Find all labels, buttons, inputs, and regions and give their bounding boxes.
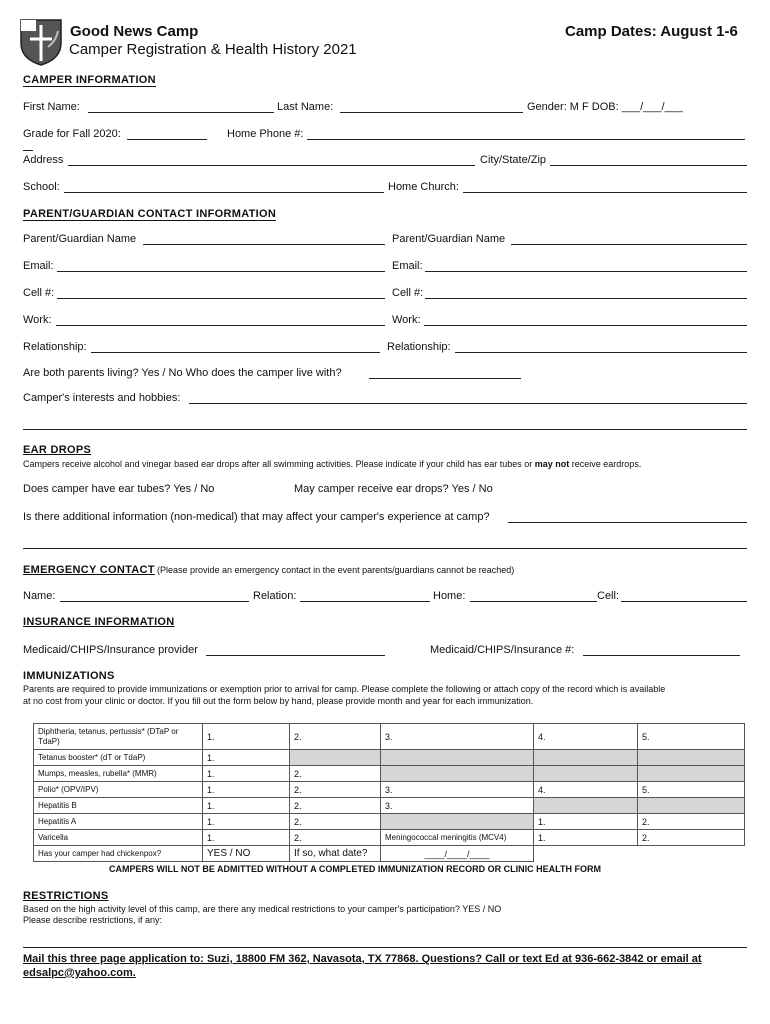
disabled-cell [290, 750, 381, 766]
table-row [34, 766, 745, 782]
parent1-name-field[interactable] [143, 244, 385, 245]
emergency-name-label: Name: [23, 590, 56, 602]
parent1-cell-label: Cell #: [23, 287, 55, 299]
parent2-email-label: Email: [392, 260, 423, 272]
parent2-work-label: Work: [392, 314, 421, 326]
disabled-cell [534, 766, 638, 782]
last-name-field[interactable] [340, 112, 523, 113]
emergency-relation-field[interactable] [300, 601, 430, 602]
disabled-cell [534, 798, 638, 814]
dose-cell[interactable]: 1. [203, 814, 290, 830]
home-phone-field[interactable] [307, 139, 745, 140]
school-field[interactable] [64, 192, 384, 193]
school-label: School: [23, 181, 60, 193]
restrictions-describe-label: Please describe restrictions, if any: [23, 915, 163, 925]
chickenpox-date-field[interactable]: ____/____/____ [381, 846, 534, 862]
first-name-field[interactable] [88, 112, 274, 113]
city-state-zip-field[interactable] [550, 165, 747, 166]
dose-cell[interactable]: 2. [290, 766, 381, 782]
gender-dob-label[interactable]: Gender: M F DOB: ___/___/___ [527, 101, 683, 113]
immunizations-note-line2: at no cost from your clinic or doctor. If you fill out the form below by hand, please provide month and year for each immunization. [23, 696, 534, 706]
parent1-name-label: Parent/Guardian Name [23, 233, 137, 245]
camp-dates: Camp Dates: August 1-6 [565, 23, 738, 40]
camp-name: Good News Camp [70, 23, 199, 40]
table-row [34, 782, 745, 798]
dose-cell[interactable]: 1. [203, 782, 290, 798]
interests-field-line2[interactable] [23, 429, 747, 430]
parent2-work-field[interactable] [424, 325, 747, 326]
parent2-name-label: Parent/Guardian Name [392, 233, 506, 245]
dose-cell[interactable]: 5. [638, 782, 745, 798]
disabled-cell [534, 750, 638, 766]
city-state-zip-label: City/State/Zip [480, 154, 547, 166]
vaccine-label: Meningococcal meningitis (MCV4) [381, 830, 534, 846]
vaccine-label: Mumps, measles, rubella* (MMR) [34, 766, 203, 782]
dose-cell[interactable]: 1. [203, 750, 290, 766]
emergency-cell-label: Cell: [597, 590, 620, 602]
insurance-heading: INSURANCE INFORMATION [23, 616, 175, 628]
dose-cell[interactable]: 4. [534, 724, 638, 750]
parent2-cell-label: Cell #: [392, 287, 424, 299]
table-row [34, 814, 745, 830]
ear-drops-note: Campers receive alcohol and vinegar based ear drops after all swimming activities. Please indicate if your child has ear tubes or may not receive eardrops. [23, 459, 642, 469]
immunizations-heading: IMMUNIZATIONS [23, 670, 115, 682]
table-row [34, 846, 745, 862]
disabled-cell [381, 750, 534, 766]
vaccine-label: Diphtheria, tetanus, pertussis* (DTaP or TdaP) [34, 724, 203, 750]
parent2-relationship-label: Relationship: [387, 341, 451, 353]
table-row [34, 830, 745, 846]
vaccine-label: Hepatitis B [34, 798, 203, 814]
ear-drops-question[interactable]: May camper receive ear drops? Yes / No [294, 483, 493, 495]
disabled-cell [381, 814, 534, 830]
lives-with-field[interactable] [369, 378, 521, 379]
dose-cell[interactable]: 2. [290, 798, 381, 814]
first-name-label: First Name: [23, 101, 80, 113]
table-row [34, 724, 745, 750]
parent1-relationship-field[interactable] [91, 352, 380, 353]
vaccine-label: Polio* (OPV/IPV) [34, 782, 203, 798]
parent2-email-field[interactable] [425, 271, 747, 272]
last-name-label: Last Name: [277, 101, 334, 113]
dose-cell[interactable]: 3. [381, 724, 534, 750]
dose-cell[interactable]: 1. [203, 766, 290, 782]
insurance-provider-label: Medicaid/CHIPS/Insurance provider [23, 644, 198, 656]
ear-drops-heading: EAR DROPS [23, 444, 92, 456]
dose-cell[interactable]: 4. [534, 782, 638, 798]
dose-cell[interactable]: 3. [381, 798, 534, 814]
parent-info-heading: PARENT/GUARDIAN CONTACT INFORMATION [23, 208, 277, 220]
interests-field[interactable] [189, 403, 747, 404]
restrictions-field-line[interactable] [23, 947, 747, 948]
parent1-work-label: Work: [23, 314, 52, 326]
camp-logo-shield-icon [18, 17, 64, 67]
home-church-label: Home Church: [388, 181, 459, 193]
empty-cell [534, 846, 638, 862]
dose-cell[interactable]: 2. [638, 830, 745, 846]
home-church-field[interactable] [463, 192, 747, 193]
ear-tubes-question[interactable]: Does camper have ear tubes? Yes / No [23, 483, 215, 495]
emergency-home-label: Home: [433, 590, 466, 602]
contact-email-link[interactable]: edsalpc@yahoo.com. [23, 967, 136, 979]
dose-cell[interactable]: 1. [203, 798, 290, 814]
parent1-cell-field[interactable] [57, 298, 385, 299]
disabled-cell [638, 766, 745, 782]
grade-label: Grade for Fall 2020: [23, 128, 121, 140]
parent1-email-label: Email: [23, 260, 54, 272]
vaccine-label: Tetanus booster* (dT or TdaP) [34, 750, 203, 766]
parent1-relationship-label: Relationship: [23, 341, 87, 353]
interests-label: Camper's interests and hobbies: [23, 392, 181, 404]
dose-cell[interactable]: 2. [638, 814, 745, 830]
dose-cell[interactable]: 2. [290, 782, 381, 798]
form-title: Camper Registration & Health History 2021 [69, 41, 357, 58]
address-label: Address [23, 154, 64, 166]
parents-living-question[interactable]: Are both parents living? Yes / No Who does the camper live with? [23, 367, 342, 379]
mail-instructions: Mail this three page application to: Suzi, 18800 FM 362, Navasota, TX 77868. Questions? Call or text Ed at 936-662-3842 or email at [23, 953, 702, 965]
parent2-relationship-field[interactable] [455, 352, 747, 353]
dose-cell[interactable]: 3. [381, 782, 534, 798]
parent2-name-field[interactable] [511, 244, 747, 245]
emergency-cell-field[interactable] [621, 601, 747, 602]
address-stub-line [23, 150, 33, 151]
table-row [34, 750, 745, 766]
table-row [34, 798, 745, 814]
emergency-heading: EMERGENCY CONTACT [23, 564, 155, 576]
immunization-warning: CAMPERS WILL NOT BE ADMITTED WITHOUT A COMPLETED IMMUNIZATION RECORD OR CLINIC HEALTH FORM [109, 864, 601, 874]
chickenpox-question: Has your camper had chickenpox? [34, 846, 203, 862]
address-field[interactable] [68, 165, 475, 166]
dose-cell[interactable]: 1. [203, 724, 290, 750]
empty-cell [638, 846, 745, 862]
dose-cell[interactable]: 1. [534, 814, 638, 830]
emergency-relation-label: Relation: [253, 590, 297, 602]
parent1-work-field[interactable] [56, 325, 385, 326]
dose-cell[interactable]: 5. [638, 724, 745, 750]
vaccine-label: Varicella [34, 830, 203, 846]
chickenpox-date-label: If so, what date? [290, 846, 381, 862]
restrictions-heading: RESTRICTIONS [23, 890, 109, 902]
chickenpox-yes-no[interactable]: YES / NO [203, 846, 290, 862]
immunizations-note-line1: Parents are required to provide immunizations or exemption prior to arrival for camp. Please complete the following or attach copy of the record which is available [23, 684, 666, 694]
insurance-provider-field[interactable] [206, 655, 385, 656]
disabled-cell [638, 750, 745, 766]
dose-cell[interactable]: 1. [534, 830, 638, 846]
dose-cell[interactable]: 1. [203, 830, 290, 846]
additional-info-field-line2[interactable] [23, 548, 747, 549]
parent2-cell-field[interactable] [425, 298, 747, 299]
home-phone-label: Home Phone #: [227, 128, 304, 140]
restrictions-question[interactable]: Based on the high activity level of this camp, are there any medical restrictions to your camper's participation? YES / NO [23, 904, 502, 914]
insurance-number-field[interactable] [583, 655, 740, 656]
camper-info-heading: CAMPER INFORMATION [23, 74, 156, 86]
vaccine-label: Hepatitis A [34, 814, 203, 830]
insurance-number-label: Medicaid/CHIPS/Insurance #: [430, 644, 575, 656]
parent1-email-field[interactable] [57, 271, 385, 272]
emergency-home-field[interactable] [470, 601, 597, 602]
emergency-name-field[interactable] [60, 601, 249, 602]
immunization-table [33, 723, 745, 862]
disabled-cell [381, 766, 534, 782]
dose-cell[interactable]: 2. [290, 724, 381, 750]
additional-info-field[interactable] [508, 522, 747, 523]
dose-cell[interactable]: 2. [290, 814, 381, 830]
additional-info-question: Is there additional information (non-medical) that may affect your camper's experience at camp? [23, 511, 490, 523]
dose-cell[interactable]: 2. [290, 830, 381, 846]
emergency-note: (Please provide an emergency contact in the event parents/guardians cannot be reached) [157, 565, 515, 575]
grade-field[interactable] [127, 139, 207, 140]
disabled-cell [638, 798, 745, 814]
